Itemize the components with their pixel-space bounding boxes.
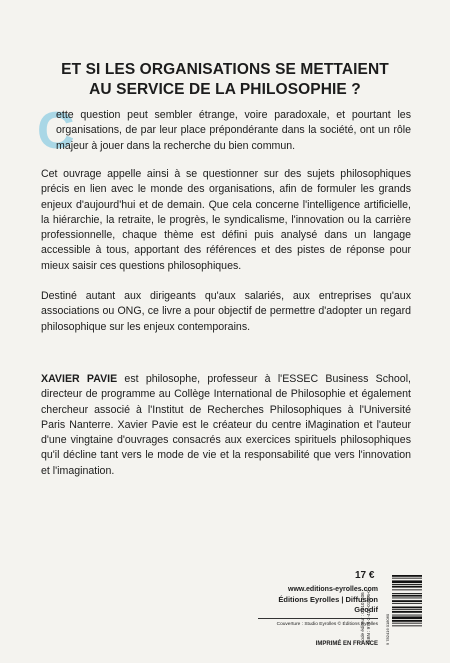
description-paragraph: Cet ouvrage appelle ainsi à se questionner sur des sujets philosophiques précis en lien avec le monde des organisations, afin de formuler les grands enjeux d'aujourd'hui et de demain. Que cela concerne l'intelligence artificielle, la hiérarchie, la retraite, le progrès, le syndicalisme, l'innovation ou la carrière professionnelle, chaque thème est défini puis analysé dans un langage accessible à tous, apportant des références et des pistes de réponse pour mieux saisir ces questions philosophiques. — [41, 168, 411, 272]
barcode-bar — [392, 578, 422, 579]
drop-cap-letter: C — [37, 102, 75, 160]
isbn-codes — [360, 590, 372, 644]
barcode-bar — [392, 609, 422, 610]
publisher-url: www.editions-eyrolles.com — [288, 586, 378, 593]
barcode-bar — [392, 615, 422, 616]
barcode-bar — [392, 611, 422, 613]
publisher-names: Éditions Eyrolles | Diffusion Geodif — [278, 595, 378, 614]
title-line-1: ET SI LES ORGANISATIONS SE METTAIENT — [61, 61, 389, 78]
author-bio-text: est philosophe, professeur à l'ESSEC Business School, directeur de programme au Collège International de Philosophie et également chercheur associé à l'Institut de Recherches Philosophiques à l'Université Paris Nanterre. Xavier Pavie est le créateur du centre iMagination et l'auteur d'une vingtaine d'ouvrages consacrés aux exercices spirituels philosophiques qu'il décline tant vers le mode de vie et la responsabilité que vers l'innovation et l'imagination. — [41, 373, 411, 477]
barcode-bar — [392, 575, 422, 577]
isbn-number: ISBN : 978-2-416-01806-0 — [366, 590, 371, 644]
barcode-bar — [392, 584, 422, 585]
barcode-bar — [392, 625, 422, 626]
barcode-number: 9 782416 018060 — [385, 613, 390, 645]
price-label: 17 € — [355, 570, 375, 581]
printed-in-label: IMPRIMÉ EN FRANCE — [315, 641, 378, 647]
barcode-bar — [392, 595, 422, 597]
barcode-bar — [392, 580, 422, 583]
barcode-bar — [392, 598, 422, 599]
barcode-icon — [385, 575, 423, 645]
title-line-2: AU SERVICE DE LA PHILOSOPHIE ? — [89, 81, 361, 98]
barcode-bar — [392, 586, 422, 588]
barcode-bar — [392, 603, 422, 604]
barcode-bar — [392, 589, 422, 590]
barcode-bar — [392, 600, 422, 602]
barcode-bar — [392, 620, 422, 622]
barcode-bar — [392, 607, 422, 609]
barcode-bar — [392, 616, 422, 619]
cover-credit: Couverture : Studio Eyrolles © Éditions Eyrolles — [276, 622, 378, 627]
intro-paragraph: ette question peut sembler étrange, voire paradoxale, et pourtant les organisations, de par leur place prépondérante dans la société, ont un rôle majeur à jouer dans la recherche du bien commun. — [56, 109, 411, 152]
publisher-code: Code éditeur : G0101806 — [360, 592, 365, 644]
barcode-bar — [392, 593, 422, 594]
barcode-bar — [392, 623, 422, 624]
audience-paragraph: Destiné autant aux dirigeants qu'aux salariés, aux entreprises qu'aux associations ou ONG, ce livre a pour objectif de permettre d'adopter un regard philosophique sur les enjeux contemporains. — [41, 290, 411, 333]
author-bio-paragraph — [41, 372, 411, 479]
author-name: XAVIER PAVIE — [41, 373, 118, 385]
back-cover-title — [30, 60, 420, 100]
